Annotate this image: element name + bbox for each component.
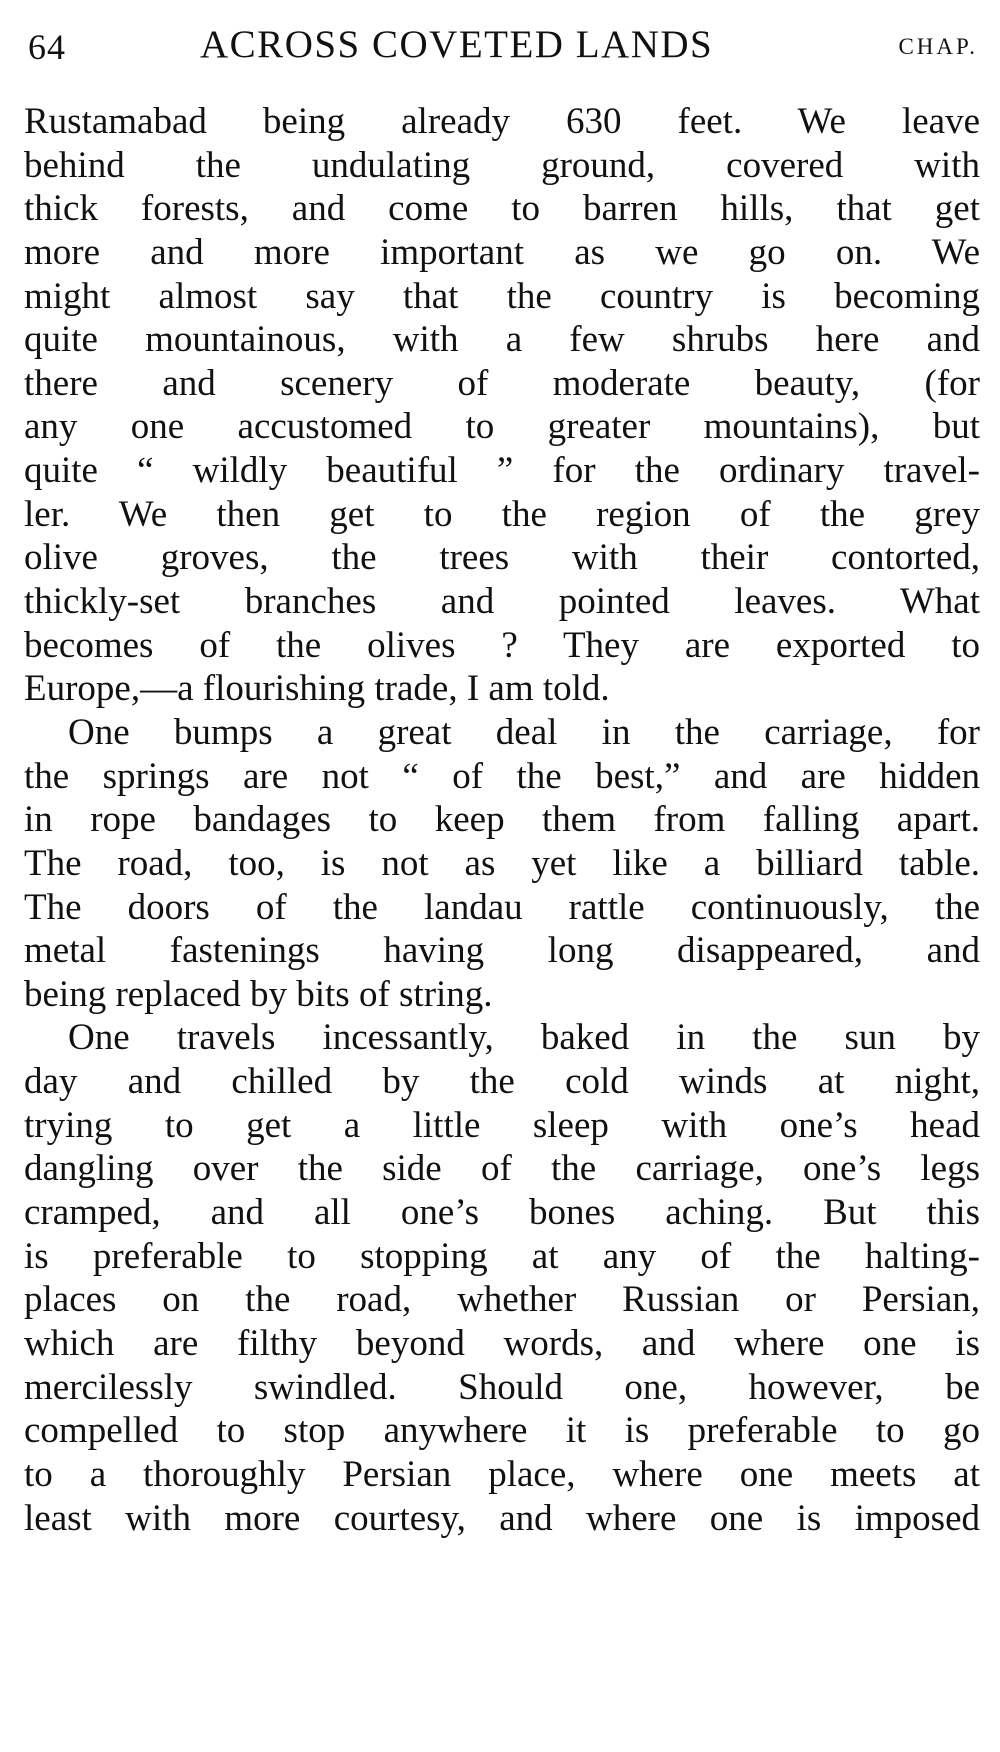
text-line: ler. We then get to the region of the grey bbox=[24, 493, 980, 535]
page-header bbox=[28, 22, 978, 72]
text-line: One travels incessantly, baked in the sun by bbox=[68, 1017, 980, 1059]
text-line: the springs are not “ of the best,” and are hidden bbox=[24, 755, 980, 797]
text-line: quite mountainous, with a few shrubs here and bbox=[24, 319, 980, 361]
text-line: becomes of the olives ? They are exported to bbox=[24, 624, 980, 666]
text-line: being replaced by bits of string. bbox=[24, 973, 493, 1015]
text-line: cramped, and all one’s bones aching. But this bbox=[24, 1192, 980, 1234]
text-line: dangling over the side of the carriage, one’s legs bbox=[24, 1148, 980, 1190]
text-line: thickly-set branches and pointed leaves. What bbox=[24, 581, 980, 623]
text-line: places on the road, whether Russian or Persian, bbox=[24, 1279, 980, 1321]
text-line: quite “ wildly beautiful ” for the ordinary travel- bbox=[24, 450, 980, 492]
text-line: Europe,—a flourishing trade, I am told. bbox=[24, 668, 610, 710]
running-title: ACROSS COVETED LANDS bbox=[200, 23, 714, 66]
text-line: thick forests, and come to barren hills, that get bbox=[24, 188, 980, 230]
text-line: The doors of the landau rattle continuously, the bbox=[24, 886, 980, 928]
text-line: in rope bandages to keep them from falling apart. bbox=[24, 799, 980, 841]
text-line: Rustamabad being already 630 feet. We leave bbox=[24, 101, 980, 142]
text-line: metal fastenings having long disappeared, and bbox=[24, 930, 980, 972]
text-line: compelled to stop anywhere it is preferable to go bbox=[24, 1410, 980, 1452]
text-line: which are filthy beyond words, and where one is bbox=[24, 1322, 980, 1364]
text-line: more and more important as we go on. We bbox=[24, 231, 980, 273]
text-line: to a thoroughly Persian place, where one meets at bbox=[24, 1453, 980, 1495]
text-line: there and scenery of moderate beauty, (for bbox=[24, 362, 980, 404]
page-number: 64 bbox=[28, 27, 66, 67]
text-line: is preferable to stopping at any of the halting- bbox=[24, 1235, 980, 1277]
text-line: least with more courtesy, and where one is imposed bbox=[24, 1497, 980, 1539]
text-line: any one accustomed to greater mountains), but bbox=[24, 406, 980, 448]
text-line: might almost say that the country is becoming bbox=[24, 275, 980, 317]
body-text bbox=[24, 100, 980, 1540]
text-line: mercilessly swindled. Should one, however, be bbox=[24, 1366, 980, 1408]
text-line: The road, too, is not as yet like a billiard table. bbox=[24, 842, 980, 884]
text-line: olive groves, the trees with their contorted, bbox=[24, 537, 980, 579]
text-line: One bumps a great deal in the carriage, for bbox=[68, 711, 980, 753]
chapter-label: CHAP. bbox=[898, 34, 978, 59]
text-line: trying to get a little sleep with one’s head bbox=[24, 1104, 980, 1146]
text-line: day and chilled by the cold winds at night, bbox=[24, 1061, 980, 1103]
text-line: behind the undulating ground, covered with bbox=[24, 144, 980, 186]
